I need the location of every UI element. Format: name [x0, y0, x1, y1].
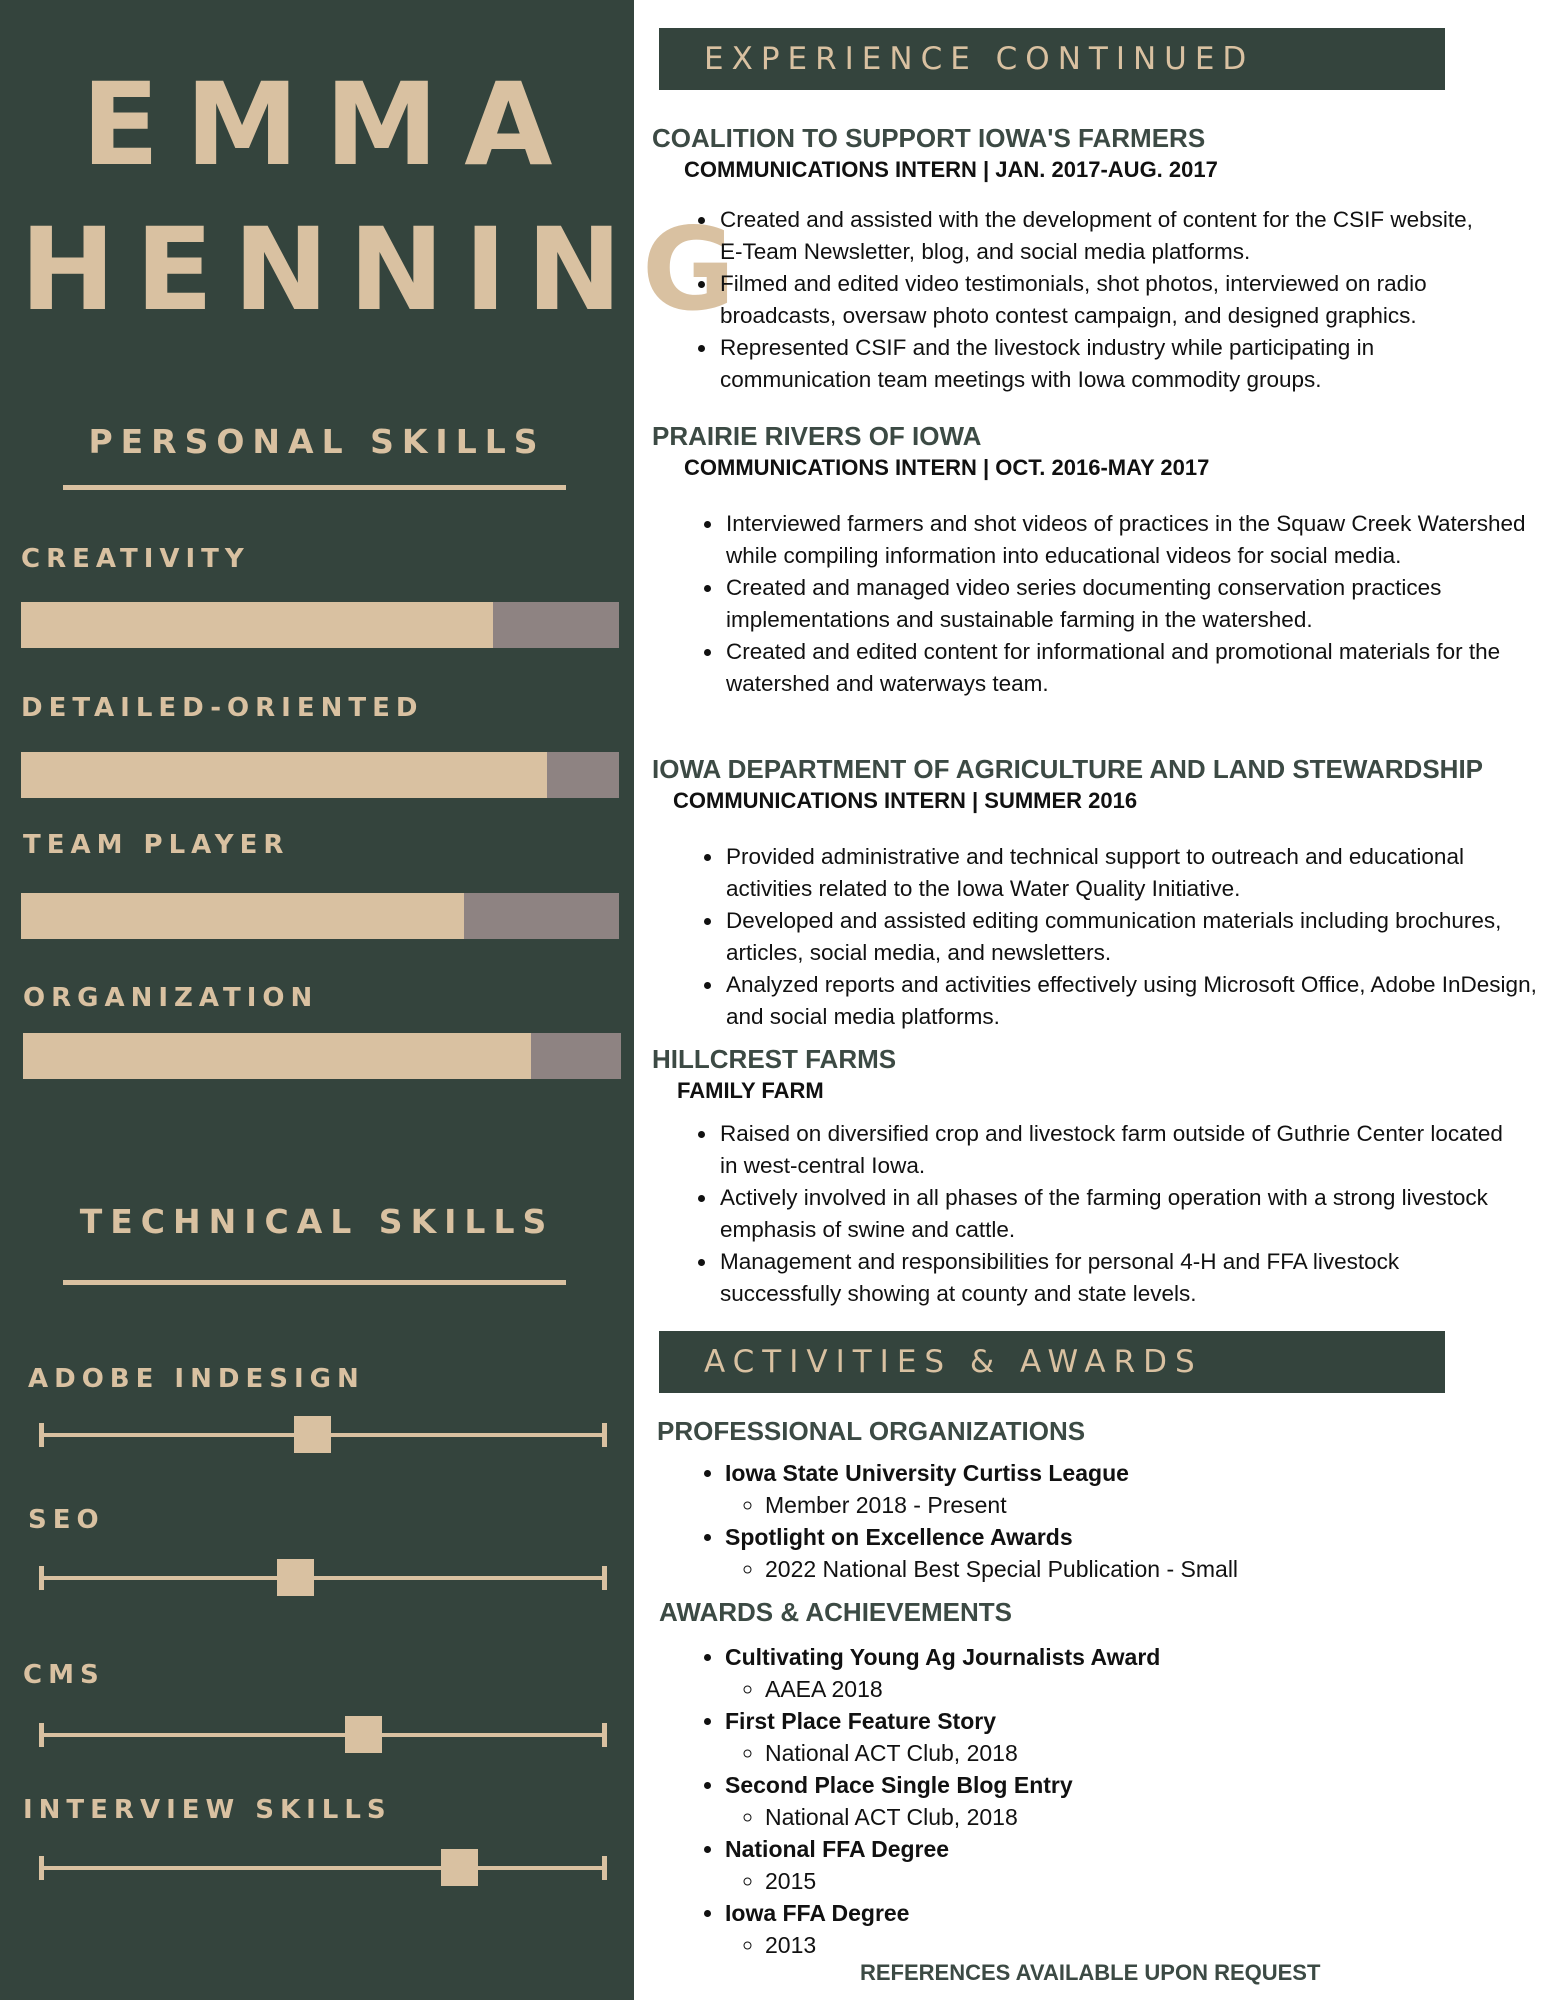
item-detail: ◦ National ACT Club, 2018	[765, 1737, 1160, 1769]
slider-knob	[441, 1849, 478, 1886]
list-item	[725, 1897, 1160, 1961]
tech-label-interview-skills: INTERVIEW SKILLS	[23, 1795, 392, 1825]
skill-bar-detailed-oriented	[21, 752, 619, 798]
item-name: Iowa State University Curtiss League	[725, 1460, 1129, 1486]
slider-track	[41, 1866, 605, 1870]
list-item	[725, 1521, 1238, 1585]
list-item: • Developed and assisted editing communication materials including brochures, articles, social media, and newsletters.	[724, 905, 1544, 969]
job-org: COALITION TO SUPPORT IOWA'S FARMERS	[652, 123, 1206, 153]
skill-label-organization: ORGANIZATION	[23, 983, 319, 1013]
skill-bar-fill	[23, 1033, 531, 1079]
skill-label-creativity: CREATIVITY	[21, 544, 250, 574]
list-item	[725, 1769, 1160, 1833]
skill-bar-fill	[21, 752, 547, 798]
tech-slider-seo	[39, 1558, 607, 1598]
list-item: • Analyzed reports and activities effectively using Microsoft Office, Adobe InDesign, and social media platforms.	[724, 969, 1544, 1033]
job-org: HILLCREST FARMS	[652, 1044, 897, 1074]
item-name: National FFA Degree	[725, 1836, 950, 1862]
item-name: Iowa FFA Degree	[725, 1900, 910, 1926]
list-item: • Represented CSIF and the livestock industry while participating in communication team meetings with Iowa commodity groups.	[718, 332, 1498, 396]
list-item: • Created and managed video series documenting conservation practices implementations and sustainable farming in the watershed.	[724, 572, 1544, 636]
slider-cap-left	[39, 1856, 44, 1880]
professional-organizations-title: PROFESSIONAL ORGANIZATIONS	[657, 1416, 1086, 1446]
list-item: • Management and responsibilities for personal 4-H and FFA livestock successfully showing at county and state levels.	[718, 1246, 1518, 1310]
tech-label-seo: SEO	[28, 1505, 105, 1535]
last-name: HENNING	[20, 203, 756, 336]
tech-label-cms: CMS	[23, 1660, 105, 1690]
tech-slider-interview-skills	[39, 1848, 607, 1888]
skill-bar-creativity	[21, 602, 619, 648]
item-detail: ◦ Member 2018 - Present	[765, 1489, 1238, 1521]
personal-skills-divider	[63, 485, 566, 490]
tech-slider-adobe-indesign	[39, 1415, 607, 1455]
professional-organizations-list	[695, 1457, 1238, 1585]
skill-bar-fill	[21, 602, 493, 648]
tech-label-adobe-indesign: ADOBE INDESIGN	[28, 1364, 365, 1394]
technical-skills-divider	[63, 1280, 566, 1285]
job-bullets	[684, 841, 1544, 1033]
list-item: • Raised on diversified crop and livestock farm outside of Guthrie Center located in west-central Iowa.	[718, 1118, 1518, 1182]
job-role: COMMUNICATIONS INTERN | SUMMER 2016	[673, 788, 1138, 813]
first-name: EMMA	[81, 58, 579, 191]
job-bullets	[684, 508, 1544, 700]
slider-cap-left	[39, 1566, 44, 1590]
awards-achievements-title: AWARDS & ACHIEVEMENTS	[659, 1597, 1012, 1627]
list-item: • Filmed and edited video testimonials, shot photos, interviewed on radio broadcasts, oversaw photo contest campaign, and designed graphics.	[718, 268, 1498, 332]
slider-cap-right	[602, 1723, 607, 1747]
job-org: PRAIRIE RIVERS OF IOWA	[652, 421, 982, 451]
slider-track	[41, 1576, 605, 1580]
slider-cap-right	[602, 1566, 607, 1590]
list-item	[725, 1705, 1160, 1769]
item-name: Spotlight on Excellence Awards	[725, 1524, 1073, 1550]
skill-label-team-player: TEAM PLAYER	[23, 830, 290, 860]
slider-cap-left	[39, 1723, 44, 1747]
item-name: First Place Feature Story	[725, 1708, 996, 1734]
job-role: COMMUNICATIONS INTERN | OCT. 2016-MAY 2017	[684, 455, 1210, 480]
item-name: Second Place Single Blog Entry	[725, 1772, 1073, 1798]
slider-knob	[277, 1559, 314, 1596]
list-item: • Actively involved in all phases of the farming operation with a strong livestock emphasis of swine and cattle.	[718, 1182, 1518, 1246]
job-org: IOWA DEPARTMENT OF AGRICULTURE AND LAND STEWARDSHIP	[652, 754, 1484, 784]
activities-section-header: ACTIVITIES & AWARDS	[659, 1331, 1445, 1393]
skill-bar-organization	[23, 1033, 621, 1079]
job-bullets	[678, 1118, 1518, 1310]
list-item	[725, 1833, 1160, 1897]
item-detail: ◦ 2022 National Best Special Publication - Small	[765, 1553, 1238, 1585]
list-item: • Created and assisted with the development of content for the CSIF website, E-Team Newsletter, blog, and social media platforms.	[718, 204, 1498, 268]
slider-cap-left	[39, 1423, 44, 1447]
tech-slider-cms	[39, 1715, 607, 1755]
awards-list	[695, 1641, 1160, 1961]
job-role: FAMILY FARM	[677, 1078, 824, 1103]
job-role: COMMUNICATIONS INTERN | JAN. 2017-AUG. 2017	[684, 157, 1218, 182]
list-item: • Created and edited content for informational and promotional materials for the watershed and waterways team.	[724, 636, 1544, 700]
item-name: Cultivating Young Ag Journalists Award	[725, 1644, 1161, 1670]
skill-label-detailed-oriented: DETAILED-ORIENTED	[21, 693, 424, 723]
item-detail: ◦ National ACT Club, 2018	[765, 1801, 1160, 1833]
skill-bar-fill	[21, 893, 464, 939]
slider-knob	[345, 1716, 382, 1753]
experience-section-header: EXPERIENCE CONTINUED	[659, 28, 1445, 90]
skill-bar-team-player	[21, 893, 619, 939]
slider-cap-right	[602, 1423, 607, 1447]
list-item: • Interviewed farmers and shot videos of practices in the Squaw Creek Watershed while compiling information into educational videos for social media.	[724, 508, 1544, 572]
slider-cap-right	[602, 1856, 607, 1880]
references-note: REFERENCES AVAILABLE UPON REQUEST	[860, 1960, 1321, 1985]
list-item	[725, 1641, 1160, 1705]
item-detail: ◦ 2015	[765, 1865, 1160, 1897]
slider-knob	[294, 1416, 331, 1453]
list-item: • Provided administrative and technical support to outreach and educational activities related to the Iowa Water Quality Initiative.	[724, 841, 1544, 905]
job-bullets	[678, 204, 1498, 396]
list-item	[725, 1457, 1238, 1521]
personal-skills-heading: PERSONAL SKILLS	[88, 422, 546, 461]
item-detail: ◦ 2013	[765, 1929, 1160, 1961]
item-detail: ◦ AAEA 2018	[765, 1673, 1160, 1705]
slider-track	[41, 1733, 605, 1737]
technical-skills-heading: TECHNICAL SKILLS	[79, 1202, 555, 1241]
